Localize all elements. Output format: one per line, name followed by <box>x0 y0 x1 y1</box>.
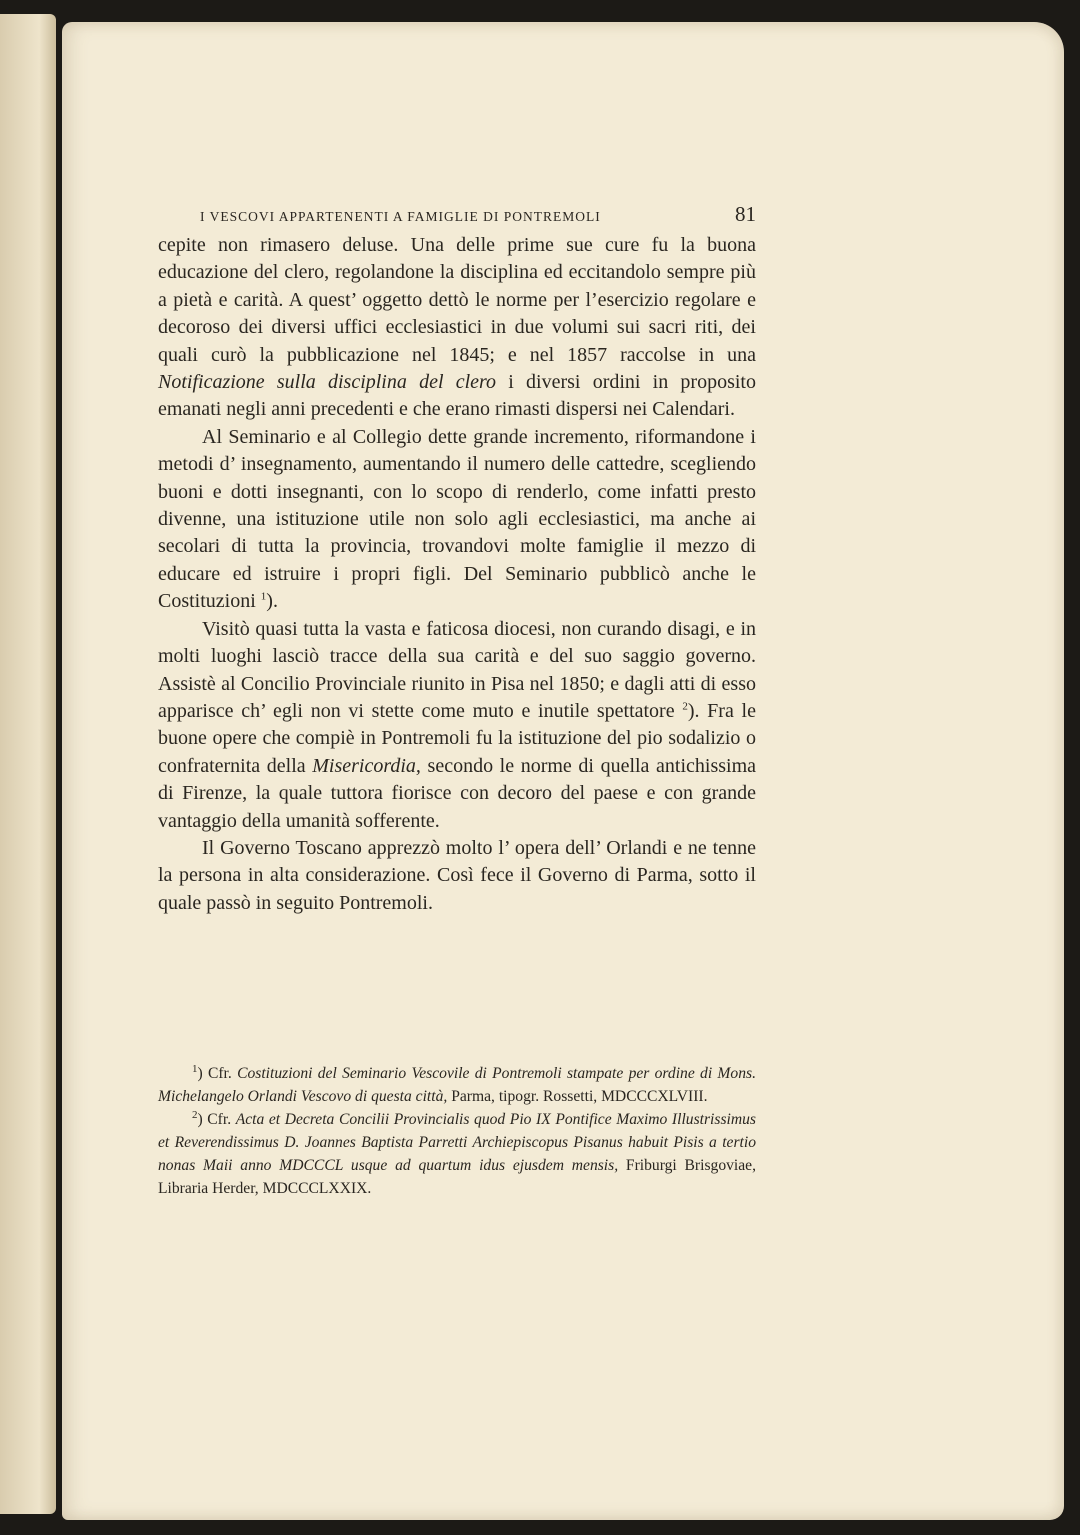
page-number: 81 <box>735 202 756 226</box>
italic-term: Misericordia, <box>312 754 421 777</box>
running-head-title: I VESCOVI APPARTENENTI A FAMIGLIE DI PONTREMOLI <box>200 209 601 224</box>
footnote-ref: 1 <box>260 590 267 603</box>
footnote-mark: 2 <box>192 1108 198 1121</box>
running-head <box>200 202 756 227</box>
footnote-mark: 1 <box>192 1062 198 1075</box>
paragraph: Il Governo Toscano apprezzò molto l’ opera dell’ Orlandi e ne tenne la persona in alta considerazione. Così fece il Governo di Parma, sotto il quale passò in seguito Pontremoli. <box>158 836 756 914</box>
italic-title: Notificazione sulla disciplina del clero <box>158 371 497 394</box>
footnotes <box>158 1062 756 1200</box>
paragraph: Al Seminario e al Collegio dette grande incremento, riformandone i metodi d’ insegnamento, aumentando il numero delle cattedre, scegliendo buoni e dotti insegnanti, con lo scopo di renderlo, come infatti presto divenne, una istituzione utile non solo agli ecclesiastici, ma anche ai secolari di tutta la provincia, trovandovi molte famiglie il mezzo di educare ed istruire i propri figli. Del Seminario pubblicò anche le Costituzioni $^1$). <box>158 425 756 613</box>
footnote-ref: 2 <box>682 700 688 713</box>
footnote: $^2$) Cfr. Acta et Decreta Concilii Provincialis quod Pio IX Pontifice Maximo Illustrissimus et Reverendissimus D. Joannes Baptista Parretti Archiepiscopus Pisanus habuit Pisis a tertio nonas Maii anno MDCCCL usque ad quartum idus ejusdem mensis, Friburgi Brisgoviae, Libraria Herder, MDCCCLXXIX. <box>158 1108 756 1197</box>
paragraph: cepite non rimasero deluse. Una delle prime sue cure fu la buona educazione del clero, regolandone la disciplina ed eccitandolo sempre più a pietà e carità. A quest’ oggetto dettò le norme per l’esercizio regolare e decoroso dei diversi uffici ecclesiastici in due volumi sui sacri riti, dei quali curò la pubblicazione nel 1845; e nel 1857 raccolse in una Notificazione sulla disciplina del clero i diversi ordini in proposito emanati negli anni precedenti e che erano rimasti dispersi nei Calendari. <box>158 234 756 421</box>
facing-page-edge <box>0 14 56 1514</box>
body-text <box>158 232 756 917</box>
footnote: $^1$) Cfr. Costituzioni del Seminario Vescovile di Pontremoli stampate per ordine di Mons. Michelangelo Orlandi Vescovo di questa città, Parma, tipogr. Rossetti, MDCCCXLVIII. <box>158 1062 756 1105</box>
paragraph: Visitò quasi tutta la vasta e faticosa diocesi, non curando disagi, e in molti luoghi lasciò tracce della sua carità e del suo saggio governo. Assistè al Concilio Provinciale riunito in Pisa nel 1850; e dagli atti di esso apparisce ch’ egli non vi stette come muto e inutile spettatore $^2$). Fra le buone opere che compiè in Pontremoli fu la istituzione del pio sodalizio o confraternita della Misericordia, secondo le norme di quella antichissima di Firenze, la quale tuttora fiorisce con decoro del paese e con grande vantaggio della umanità sofferente. <box>158 617 757 832</box>
